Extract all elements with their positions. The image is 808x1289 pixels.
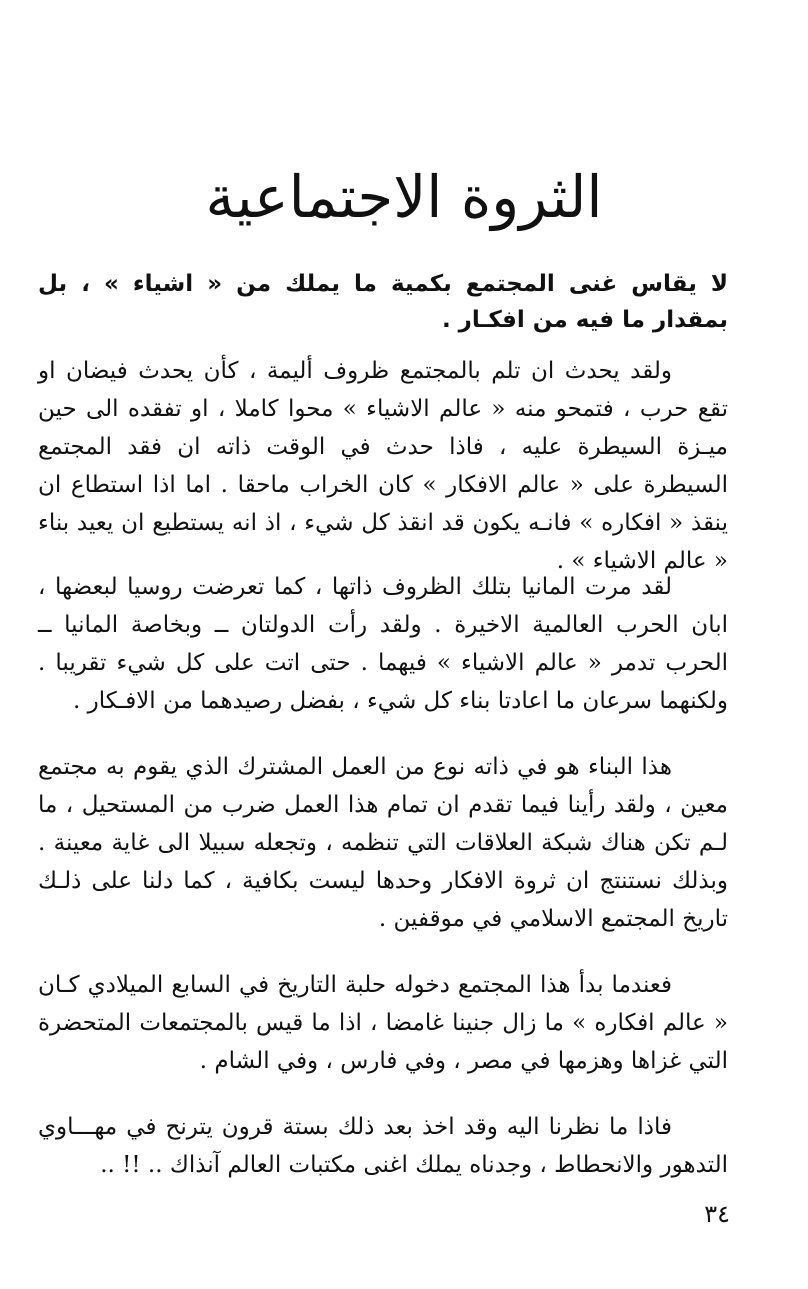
paragraph-3 [38, 748, 728, 938]
paragraph-4 [38, 966, 728, 1080]
paragraph-text: هذا البناء هو في ذاته نوع من العمل المشترك الذي يقوم به مجتمع معين ، ولقد رأينا فيما تقدم ان تمام هذا العمل ضرب من المستحيل ، ما لـم تكن هناك شبكة العلاقات التي تنظمه ، وتجعله سبيلا الى غاية معينة . وبذلك نستنتج ان ثروة الافكار وحدها ليست بكافية ، كما دلنا على ذلـك تاريخ المجتمع الاسلامي في موقفين . [38, 754, 728, 932]
page-number: ٣٤ [704, 1200, 730, 1228]
paragraph-text: فاذا ما نظرنا اليه وقد اخذ بعد ذلك بستة قرون يترنح في مهـــاوي التدهور والانحطاط ، وجدناه يملك اغنى مكتبات العالم آنذاك .. !! .. [38, 1114, 728, 1178]
chapter-epigraph: لا يقاس غنى المجتمع بكمية ما يملك من « اشياء » ، بل بمقدار ما فيه من افكـار . [38, 271, 728, 333]
chapter-title: الثروة الاجتماعية [205, 163, 603, 231]
paragraph-2 [38, 568, 728, 720]
paragraph-5 [38, 1108, 728, 1184]
paragraph-text: لقد مرت المانيا بتلك الظروف ذاتها ، كما تعرضت روسيا لبعضها ، ابان الحرب العالمية الاخيرة . ولقد رأت الدولتان ــ وبخاصة المانيا ــ الحرب تدمر « عالم الاشياء » فيهما . حتى اتت على كل شيء تقريبا . ولكنهما سرعان ما اعادتا بناء كل شيء ، بفضل رصيدهما من الافـكار . [38, 574, 728, 714]
paragraph-text: فعندما بدأ هذا المجتمع دخوله حلبة التاريخ في السابع الميلادي كـان « عالم افكاره » ما زال جنينا غامضا ، اذا ما قيس بالمجتمعات المتحضرة التي غزاها وهزمها في مصر ، وفي فارس ، وفي الشام . [38, 972, 728, 1074]
paragraph-1 [38, 352, 728, 580]
paragraph-text: ولقد يحدث ان تلم بالمجتمع ظروف أليمة ، كأن يحدث فيضان او تقع حرب ، فتمحو منه « عالم الاشياء » محوا كاملا ، او تفقده الى حين ميـزة السيطرة عليه ، فاذا حدث في الوقت ذاته ان فقد المجتمع السيطرة على « عالم الافكار » كان الخراب ماحقا . اما اذا استطاع ان ينقذ « افكاره » فانـه يكون قد انقذ كل شيء ، اذ انه يستطيع ان يعيد بناء « عالم الاشياء » . [38, 358, 728, 574]
